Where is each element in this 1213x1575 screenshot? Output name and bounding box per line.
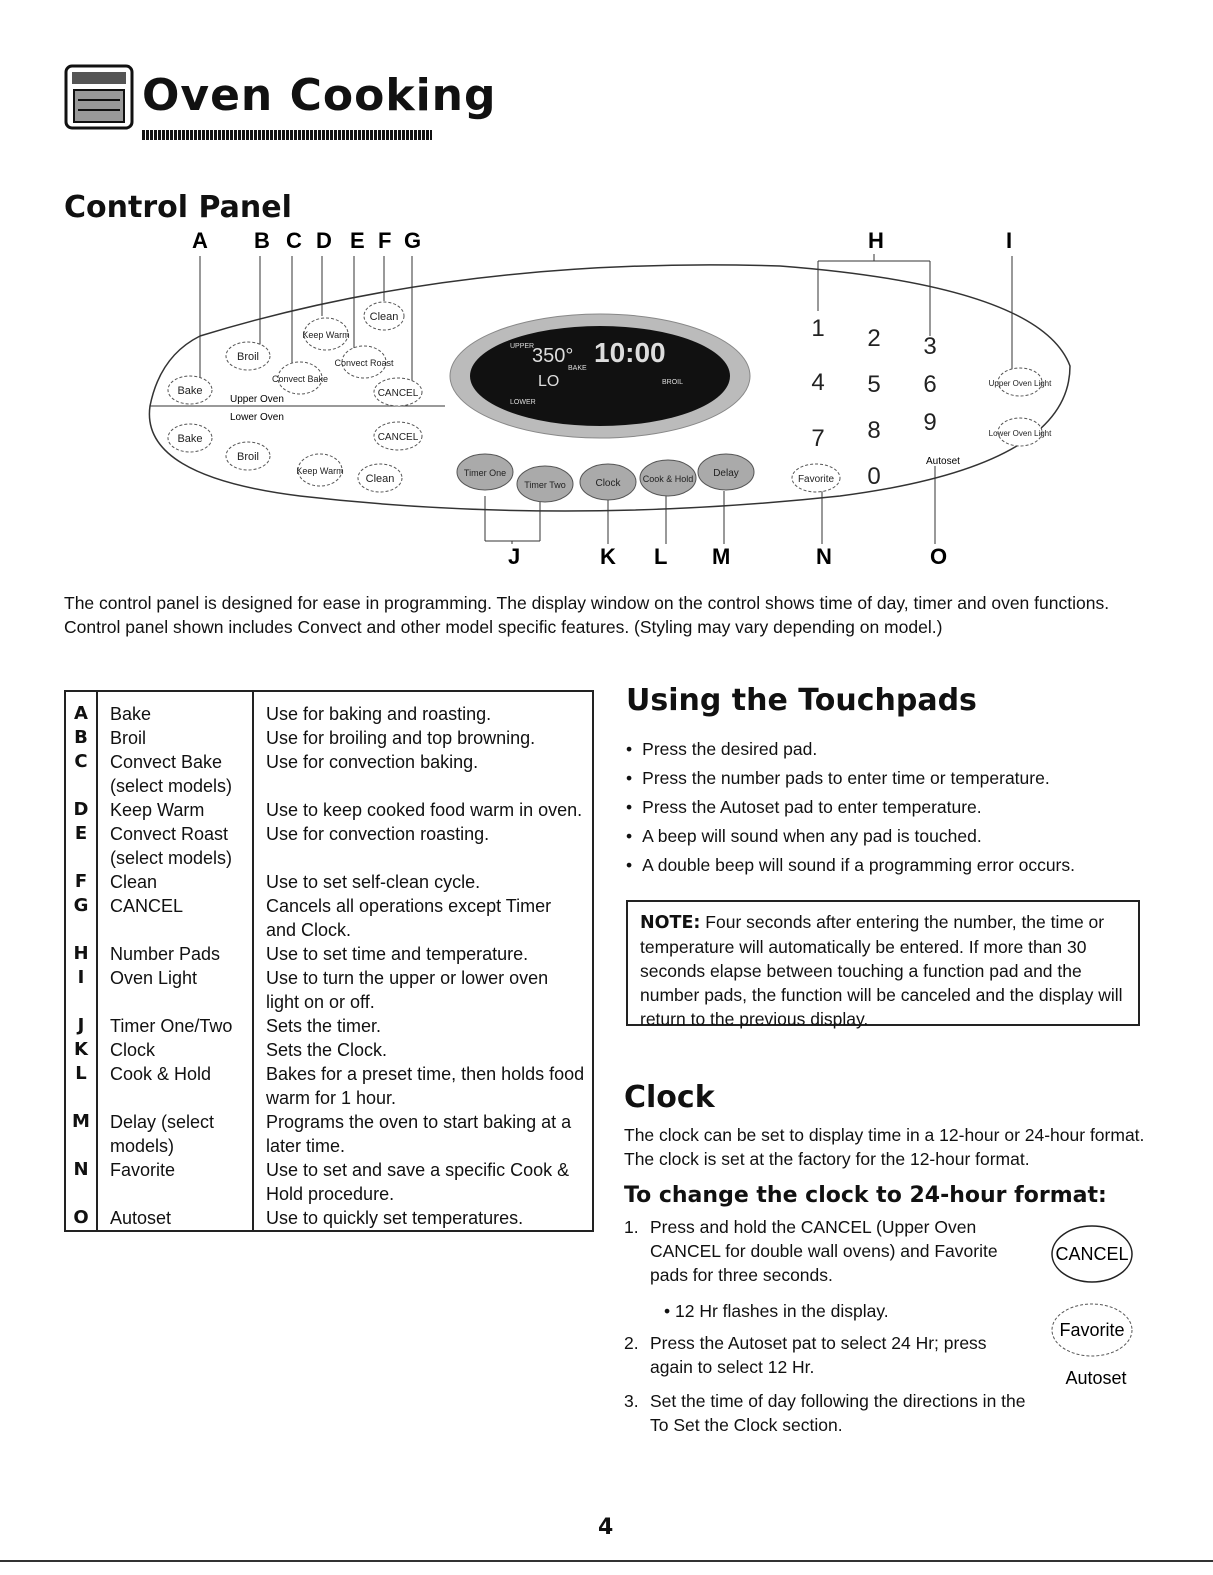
page-number: 4 [598, 1515, 614, 1540]
legend-key: I [65, 966, 97, 1014]
intro-paragraph: The control panel is designed for ease in programming. The display window on the control shows time of day, timer and oven functions. Control panel shown includes Convect and other model specific features. (Styling may vary depending on model.) [64, 593, 1110, 637]
legend-key: K [65, 1038, 97, 1062]
clock-subheading: To change the clock to 24-hour format: [624, 1183, 1107, 1208]
letter-g: G [404, 228, 422, 253]
clean-lower-pad: Clean [365, 473, 395, 485]
legend-name: Timer One/Two [97, 1014, 253, 1038]
legend-name: Number Pads [97, 942, 253, 966]
control-legend-table [64, 690, 594, 1232]
letter-h: H [868, 228, 884, 253]
cancel-lower-pad: CANCEL [377, 432, 419, 443]
legend-name: Clean [97, 870, 253, 894]
table-row [65, 691, 593, 726]
table-row [65, 1110, 593, 1158]
legend-key: C [65, 750, 97, 798]
legend-desc: Use to set self-clean cycle. [266, 872, 481, 892]
table-row [65, 1158, 593, 1206]
legend-desc: Use for convection baking. [266, 752, 479, 772]
note-label: NOTE: [640, 913, 701, 933]
legend-name: Keep Warm [97, 798, 253, 822]
letter-i: I [1006, 228, 1013, 253]
note-text: Four seconds after entering the number, the time or temperature will automatically be entered. If more than 30 seconds elapse between touching a function pad and the number pads, the function will be canceled and the display will return to the previous display. [640, 912, 1123, 1029]
list-item: • Press the number pads to enter time or temperature. [626, 764, 1146, 793]
display-lo: LO [538, 373, 560, 390]
clock-pad: Clock [595, 478, 621, 489]
number-pad-5: 5 [867, 371, 881, 398]
legend-key: A [65, 691, 97, 726]
list-item: • 12 Hr flashes in the display. [664, 1301, 889, 1321]
table-row [65, 1038, 593, 1062]
table-row [65, 1062, 593, 1110]
legend-key: B [65, 726, 97, 750]
legend-key: M [65, 1110, 97, 1158]
title-underline [142, 130, 432, 140]
list-item: 1. Press and hold the CANCEL (Upper Oven CANCEL for double wall ovens) and Favorite pads for three seconds. [624, 1217, 998, 1285]
display-time: 10:00 [594, 337, 666, 368]
legend-name: Oven Light [97, 966, 253, 1014]
legend-desc: Use to set time and temperature. [266, 944, 529, 964]
number-pad-2: 2 [867, 325, 881, 352]
legend-key: L [65, 1062, 97, 1110]
legend-name: Convect Bake (select models) [97, 750, 253, 798]
letter-b: B [254, 228, 270, 253]
number-pad-9: 9 [923, 409, 937, 436]
table-row [65, 942, 593, 966]
letter-m: M [712, 544, 731, 569]
letter-c: C [286, 228, 302, 253]
legend-name: Autoset [97, 1206, 253, 1231]
legend-key: N [65, 1158, 97, 1206]
lower-oven-light-pad: Lower Oven Light [988, 429, 1052, 438]
legend-key: F [65, 870, 97, 894]
table-row [65, 894, 593, 942]
side-cancel-pad: CANCEL [1055, 1244, 1129, 1264]
legend-desc: Use for baking and roasting. [266, 704, 492, 724]
clean-upper-pad: Clean [369, 311, 399, 323]
table-row [65, 870, 593, 894]
legend-name: CANCEL [97, 894, 253, 942]
letter-f: F [378, 228, 392, 253]
cancel-upper-pad: CANCEL [377, 388, 419, 399]
keep-warm-lower-pad: Keep Warm [296, 466, 344, 476]
number-pad-3: 3 [923, 333, 937, 360]
legend-desc: Cancels all operations except Timer and Clock. [266, 896, 552, 940]
number-pad-7: 7 [811, 425, 825, 452]
table-row [65, 726, 593, 750]
display-lower: LOWER [510, 399, 536, 406]
oven-icon [62, 60, 136, 134]
clock-side-pads [1036, 1220, 1136, 1400]
bottom-rule [0, 1560, 1213, 1562]
legend-desc: Use to quickly set temperatures. [266, 1208, 524, 1228]
table-row [65, 798, 593, 822]
list-item: • A double beep will sound if a programming error occurs. [626, 851, 1146, 880]
clock-heading: Clock [624, 1080, 715, 1115]
broil-upper-pad: Broil [236, 351, 260, 363]
number-pad-0: 0 [867, 463, 881, 490]
legend-desc: Use for broiling and top browning. [266, 728, 536, 748]
legend-name: Delay (select models) [97, 1110, 253, 1158]
table-row [65, 1206, 593, 1231]
letter-j: J [508, 544, 521, 569]
legend-name: Broil [97, 726, 253, 750]
legend-desc: Programs the oven to start baking at a later time. [266, 1112, 572, 1156]
display-broil: BROIL [662, 379, 684, 386]
legend-desc: Sets the Clock. [266, 1040, 388, 1060]
table-row [65, 966, 593, 1014]
clock-steps [624, 1215, 1034, 1437]
number-pad-4: 4 [811, 369, 825, 396]
convect-bake-pad: Convect Bake [271, 374, 329, 384]
bake-lower-pad: Bake [177, 433, 203, 445]
list-item: 3. Set the time of day following the directions in the To Set the Clock section. [624, 1391, 1026, 1435]
list-item: • Press the desired pad. [626, 735, 1146, 764]
letter-o: O [930, 544, 948, 569]
legend-desc: Bakes for a preset time, then holds food warm for 1 hour. [266, 1064, 585, 1108]
legend-key: E [65, 822, 97, 870]
clock-paragraph: The clock can be set to display time in a 12-hour or 24-hour format. The clock is set at the factory for the 12-hour format. [624, 1125, 1145, 1169]
list-item: 2. Press the Autoset pat to select 24 Hr; press again to select 12 Hr. [624, 1333, 987, 1377]
keep-warm-upper-pad: Keep Warm [302, 330, 350, 340]
autoset-pad-label: Autoset [926, 456, 960, 467]
delay-pad: Delay [713, 468, 739, 479]
legend-key: O [65, 1206, 97, 1231]
legend-desc: Use to turn the upper or lower oven light on or off. [266, 968, 549, 1012]
page-title: Oven Cooking [142, 70, 497, 121]
touchpads-bullets [626, 735, 1146, 880]
favorite-pad: Favorite [797, 474, 835, 485]
display-bake: BAKE [568, 365, 587, 372]
legend-desc: Sets the timer. [266, 1016, 382, 1036]
letter-l: L [654, 544, 668, 569]
side-favorite-pad: Favorite [1059, 1320, 1125, 1340]
timer-one-pad: Timer One [463, 468, 507, 478]
lower-oven-label: Lower Oven [230, 412, 284, 423]
legend-name: Bake [97, 691, 253, 726]
broil-lower-pad: Broil [236, 451, 260, 463]
upper-oven-label: Upper Oven [230, 394, 284, 405]
letter-k: K [600, 544, 616, 569]
upper-oven-light-pad: Upper Oven Light [988, 379, 1052, 388]
letter-e: E [350, 228, 365, 253]
list-item: • Press the Autoset pad to enter temperature. [626, 793, 1146, 822]
letter-d: D [316, 228, 332, 253]
legend-name: Clock [97, 1038, 253, 1062]
legend-key: H [65, 942, 97, 966]
number-pad-8: 8 [867, 417, 881, 444]
legend-name: Favorite [97, 1158, 253, 1206]
legend-name: Convect Roast (select models) [97, 822, 253, 870]
display-temp: 350° [532, 345, 574, 367]
legend-desc: Use for convection roasting. [266, 824, 490, 844]
table-row [65, 750, 593, 798]
table-row [65, 1014, 593, 1038]
timer-two-pad: Timer Two [524, 480, 566, 490]
bake-upper-pad: Bake [177, 385, 203, 397]
cook-hold-pad: Cook & Hold [642, 474, 694, 484]
touchpads-heading: Using the Touchpads [626, 683, 977, 718]
letter-n: N [816, 544, 832, 569]
convect-roast-pad: Convect Roast [334, 358, 394, 368]
control-panel-heading: Control Panel [64, 190, 292, 225]
legend-key: J [65, 1014, 97, 1038]
legend-key: D [65, 798, 97, 822]
legend-name: Cook & Hold [97, 1062, 253, 1110]
side-autoset-label: Autoset [1065, 1368, 1127, 1388]
display-upper: UPPER [510, 343, 535, 350]
legend-key: G [65, 894, 97, 942]
list-item: • A beep will sound when any pad is touched. [626, 822, 1146, 851]
number-pad-6: 6 [923, 371, 937, 398]
number-pad-1: 1 [811, 315, 825, 342]
legend-desc: Use to keep cooked food warm in oven. [266, 800, 583, 820]
table-row [65, 822, 593, 870]
letter-a: A [192, 228, 208, 253]
control-panel-diagram [140, 226, 1080, 576]
note-box [626, 900, 1140, 1029]
legend-desc: Use to set and save a specific Cook & Hold procedure. [266, 1160, 570, 1204]
